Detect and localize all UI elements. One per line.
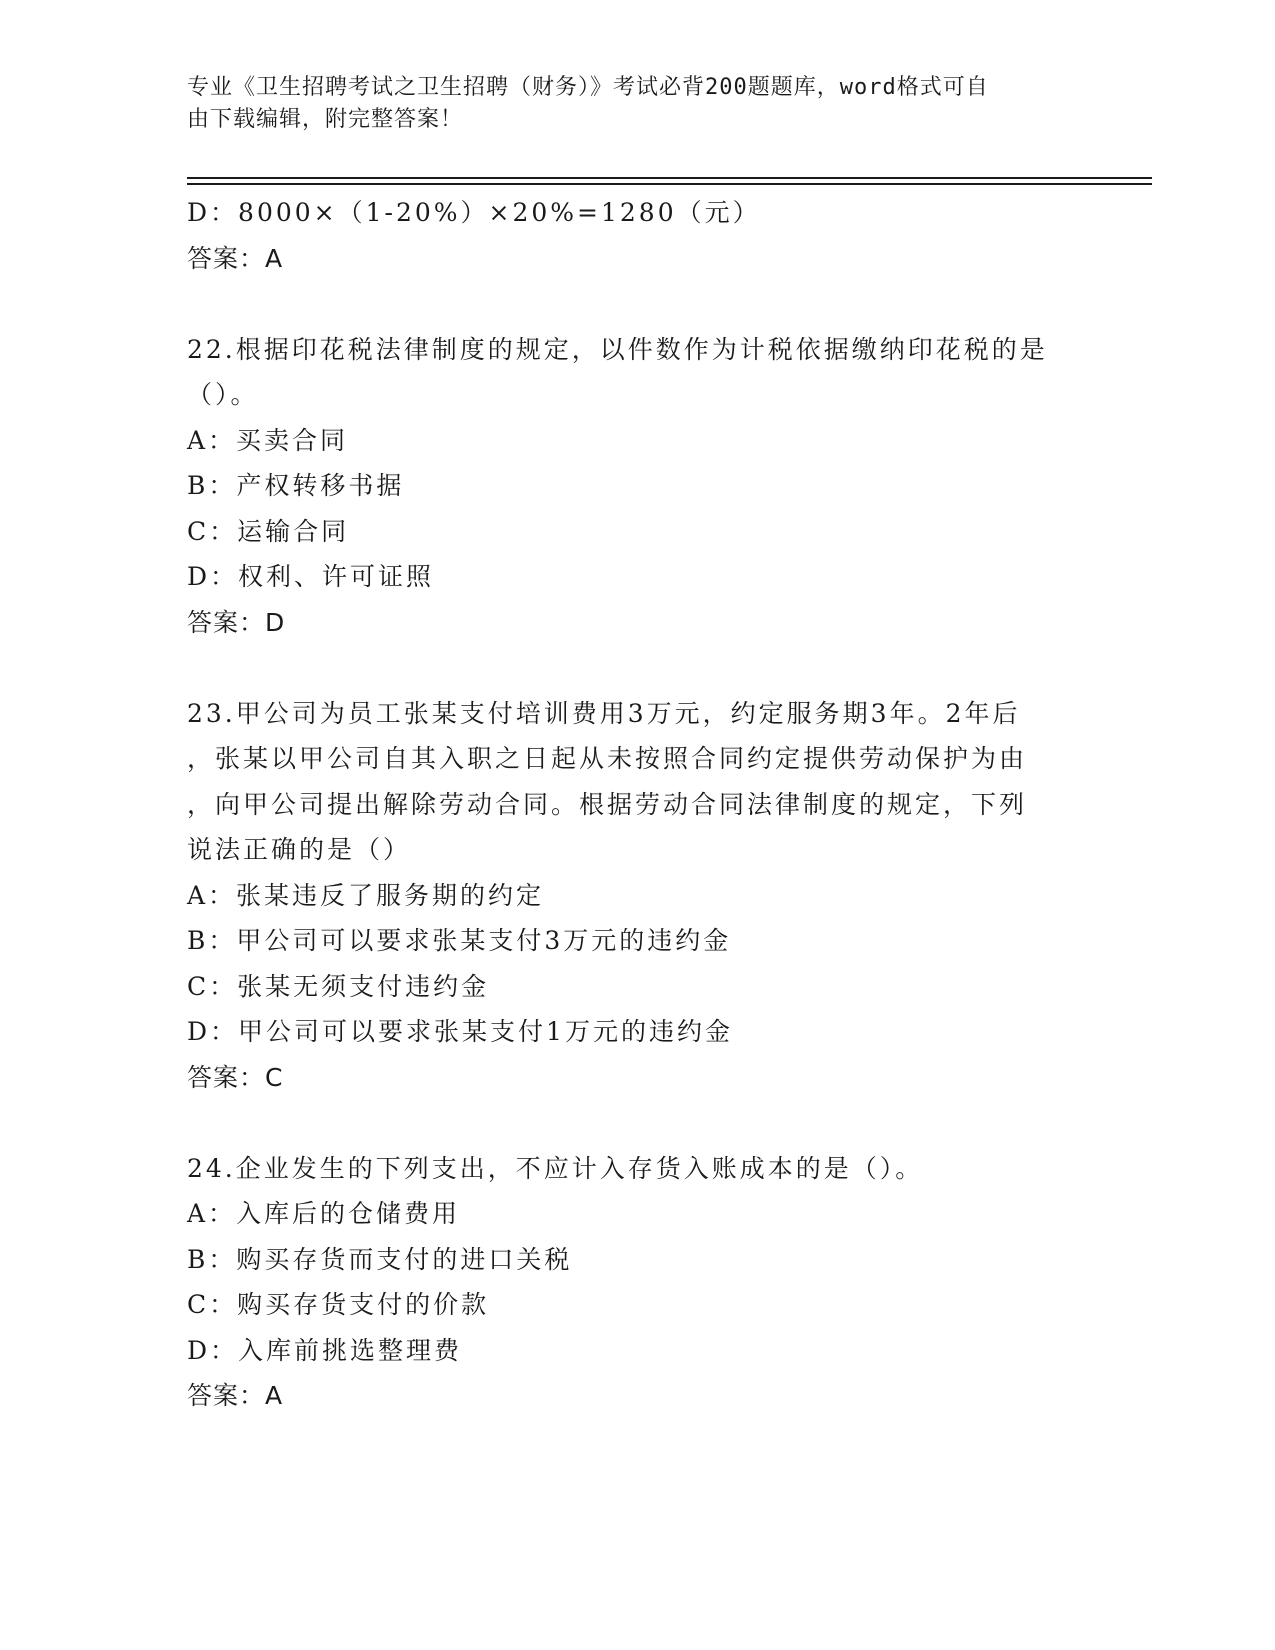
q24-option-c: C：购买存货支付的价款 [187,1290,490,1319]
question-22 [187,327,1087,646]
q23-option-a: A：张某违反了服务期的约定 [187,880,545,910]
q24-answer: 答案：A [187,1381,284,1410]
prev-option-d: D：8000×（1-20%）×20%=1280（元） [187,198,761,227]
q23-option-b: B：甲公司可以要求张某支付3万元的违约金 [187,926,732,955]
q24-stem-line-1: 24.企业发生的下列支出，不应计入存货入账成本的是（）。 [187,1153,924,1183]
header-line-1: 专业《卫生招聘考试之卫生招聘（财务）》考试必背200题题库，word格式可自 [187,75,989,100]
q22-answer: 答案：D [187,607,286,637]
spacer [187,1100,1087,1146]
spacer [187,281,1087,327]
header-rule-bottom [187,183,1152,185]
q23-stem-line-3: ，向甲公司提出解除劳动合同。根据劳动合同法律制度的规定，下列 [187,789,1028,819]
q23-answer: 答案：C [187,1062,284,1092]
q23-stem-line-4: 说法正确的是（） [187,835,412,864]
q23-option-c: C：张某无须支付违约金 [187,971,490,1001]
question-23 [187,691,1087,1101]
spacer [187,645,1087,691]
header-line-2: 由下载编辑，附完整答案！ [187,107,464,132]
q22-stem-line-1: 22.根据印花税法律制度的规定，以件数作为计税依据缴纳印花税的是 [187,334,1048,364]
q24-option-b: B：购买存货而支付的进口关税 [187,1244,573,1274]
document-body [187,190,1087,1419]
prev-answer: 答案：A [187,243,284,273]
q24-option-d: D：入库前挑选整理费 [187,1335,463,1365]
question-24 [187,1146,1087,1419]
document-header [187,72,1067,136]
q22-option-a: A：买卖合同 [187,425,349,455]
q24-option-a: A：入库后的仓储费用 [187,1199,461,1228]
q22-stem-line-2: （）。 [187,380,259,409]
q22-option-c: C：运输合同 [187,516,350,546]
q22-option-b: B：产权转移书据 [187,471,405,500]
q23-option-d: D：甲公司可以要求张某支付1万元的违约金 [187,1017,733,1046]
q23-stem-line-1: 23.甲公司为员工张某支付培训费用3万元，约定服务期3年。2年后 [187,698,1021,728]
header-rule-top [187,177,1152,179]
q22-option-d: D：权利、许可证照 [187,562,435,591]
q23-stem-line-2: ，张某以甲公司自其入职之日起从未按照合同约定提供劳动保护为由 [187,744,1028,773]
